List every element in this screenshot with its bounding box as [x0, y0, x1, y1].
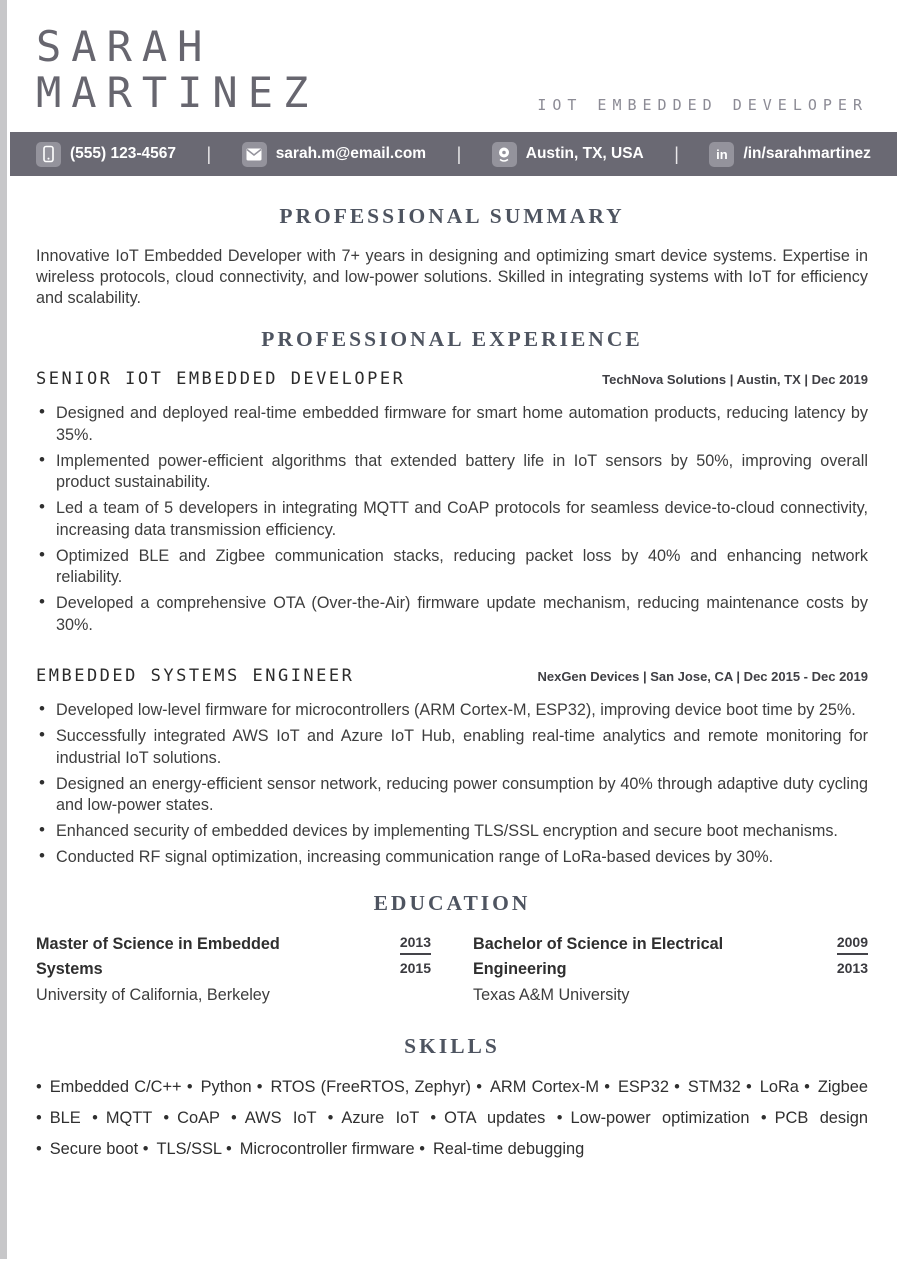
skill-item: • MQTT: [92, 1109, 152, 1127]
bullet-item: • Led a team of 5 developers in integrating MQTT and CoAP protocols for seamless device-to-cloud connectivity, increasing data transmission efficiency.: [36, 498, 868, 541]
bullet-item: • Implemented power-efficient algorithms that extended battery life in IoT sensors by 50%, improving overall product sustainability.: [36, 451, 868, 494]
degree-start-year: 2009: [837, 934, 868, 955]
contact-email: [242, 142, 426, 167]
job-header-2: [36, 666, 868, 686]
name-line-1: SARAH: [36, 22, 213, 71]
phone-value: (555) 123-4567: [70, 145, 176, 162]
linkedin-badge-text: in: [716, 146, 728, 162]
degree-dates: [837, 932, 868, 982]
summary-paragraph: Innovative IoT Embedded Developer with 7+ years in designing and optimizing smart device systems. Expertise in wireless protocols, cloud connectivity, and low-power solutions. Skilled in integrating systems with IoT for efficiency and scalability.: [36, 247, 868, 307]
job-meta-2: NexGen Devices | San Jose, CA | Dec 2015 - Dec 2019: [537, 669, 868, 684]
education-entry-1: [36, 932, 431, 1005]
bullet-item: • Developed low-level firmware for microcontrollers (ARM Cortex-M, ESP32), improving device boot time by 25%.: [36, 700, 868, 722]
skill-item: • ESP32: [604, 1078, 669, 1096]
page-edge-strip: [0, 0, 7, 1259]
skill-item: • Microcontroller firmware: [226, 1140, 415, 1158]
bullet-item: • Developed a comprehensive OTA (Over-the-Air) firmware update mechanism, reducing maintenance costs by 30%.: [36, 593, 868, 636]
candidate-name: [36, 24, 318, 116]
summary-heading: PROFESSIONAL SUMMARY: [279, 204, 625, 228]
degree-name: Master of Science in Embedded Systems: [36, 934, 280, 978]
skill-item: • ARM Cortex-M: [476, 1078, 599, 1096]
degree-start-year: 2013: [400, 934, 431, 955]
skills-list: [36, 1072, 868, 1165]
skill-item: • Zigbee: [804, 1078, 868, 1096]
bullet-item: • Enhanced security of embedded devices by implementing TLS/SSL encryption and secure boot mechanisms.: [36, 821, 868, 843]
contact-linkedin: [709, 142, 871, 167]
resume-body: [0, 203, 900, 1165]
skill-item: • Python: [187, 1078, 252, 1096]
resume-header: [0, 0, 900, 132]
skill-item: • Azure IoT: [328, 1109, 419, 1127]
institution-name: Texas A&M University: [473, 985, 630, 1004]
skill-item: • RTOS (FreeRTOS, Zephyr): [257, 1078, 471, 1096]
skill-item: • LoRa: [746, 1078, 799, 1096]
linkedin-icon: [709, 142, 734, 167]
contact-separator: |: [456, 143, 462, 164]
degree-end-year: 2013: [836, 959, 868, 976]
skill-item: • AWS IoT: [231, 1109, 316, 1127]
education-entry-top: [36, 932, 431, 982]
bullet-item: • Successfully integrated AWS IoT and Azure IoT Hub, enabling real-time analytics and remote monitoring for industrial IoT solutions.: [36, 726, 868, 769]
name-line-2: MARTINEZ: [36, 68, 319, 117]
education-entry-2: [473, 932, 868, 1005]
skill-item: • Real-time debugging: [419, 1140, 584, 1158]
email-icon: [242, 142, 267, 167]
job-bullets-2: [36, 700, 868, 869]
job-header-1: [36, 369, 868, 389]
job-title-1: SENIOR IOT EMBEDDED DEVELOPER: [36, 369, 406, 389]
skills-heading: SKILLS: [404, 1033, 500, 1058]
degree-name: Bachelor of Science in Electrical Engineering: [473, 934, 724, 978]
institution-name: University of California, Berkeley: [36, 985, 270, 1004]
bullet-item: • Optimized BLE and Zigbee communication stacks, reducing packet loss by 40% and enhancing network reliability.: [36, 546, 868, 589]
skill-item: • CoAP: [163, 1109, 219, 1127]
skill-item: • PCB design: [761, 1109, 868, 1127]
contact-bar: [10, 132, 897, 176]
skill-item: • BLE: [36, 1109, 81, 1127]
linkedin-value: /in/sarahmartinez: [743, 145, 871, 162]
phone-icon: [36, 142, 61, 167]
skill-item: • STM32: [674, 1078, 741, 1096]
location-value: Austin, TX, USA: [525, 145, 644, 162]
contact-separator: |: [206, 143, 212, 164]
job-title-2: EMBEDDED SYSTEMS ENGINEER: [36, 666, 355, 686]
bullet-item: • Designed and deployed real-time embedded firmware for smart home automation products, reducing latency by 35%.: [36, 403, 868, 446]
skill-item: • Secure boot: [36, 1140, 138, 1158]
contact-separator: |: [674, 143, 679, 164]
bullet-item: • Conducted RF signal optimization, increasing communication range of LoRa-based devices by 30%.: [36, 847, 868, 869]
bullet-item: • Designed an energy-efficient sensor network, reducing power consumption by 40% through adaptive duty cycling and low-power states.: [36, 774, 868, 817]
skill-item: • TLS/SSL: [143, 1140, 222, 1158]
skill-item: • Low-power optimization: [557, 1109, 750, 1127]
education-entry-top: [473, 932, 868, 982]
skill-item: • Embedded C/C++: [36, 1078, 182, 1096]
education-grid: [36, 932, 868, 1005]
email-value: sarah.m@email.com: [275, 145, 427, 162]
skill-item: • OTA updates: [430, 1109, 545, 1127]
degree-end-year: 2015: [399, 959, 431, 976]
job-meta-1: TechNova Solutions | Austin, TX | Dec 2019: [602, 372, 868, 387]
job-bullets-1: [36, 403, 868, 636]
degree-dates: [400, 932, 431, 982]
experience-heading: PROFESSIONAL EXPERIENCE: [261, 327, 643, 351]
contact-location: [492, 142, 644, 167]
contact-phone: [36, 142, 176, 167]
education-heading: EDUCATION: [373, 890, 531, 915]
location-pin-icon: [492, 142, 517, 167]
candidate-job-title: IOT EMBEDDED DEVELOPER: [537, 96, 868, 114]
